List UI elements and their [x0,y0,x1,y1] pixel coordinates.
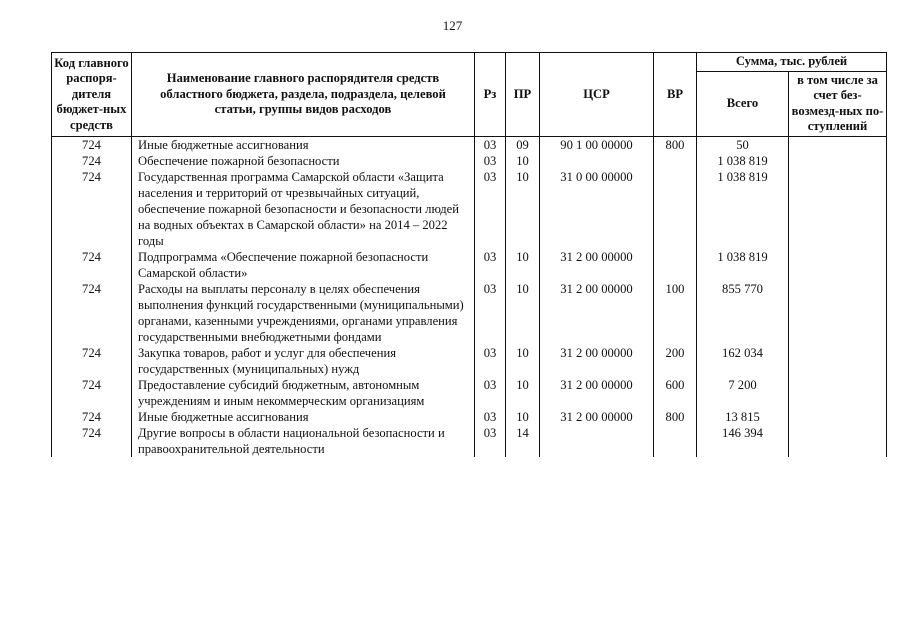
cell-vr [654,249,697,281]
table-row [52,377,887,409]
cell-rz: 03 [475,377,506,409]
cell-pr: 10 [506,169,540,249]
cell-total: 855 770 [697,281,789,345]
cell-free [789,409,887,425]
table-row [52,281,887,345]
cell-rz: 03 [475,409,506,425]
cell-pr: 10 [506,377,540,409]
cell-total: 1 038 819 [697,169,789,249]
cell-name: Предоставление субсидий бюджетным, автономным учреждениям и иным некоммерческим организациям [132,377,475,409]
cell-name: Подпрограмма «Обеспечение пожарной безопасности Самарской области» [132,249,475,281]
cell-vr [654,425,697,457]
cell-free [789,169,887,249]
cell-csr: 31 2 00 00000 [540,345,654,377]
cell-free [789,345,887,377]
cell-free [789,249,887,281]
budget-table [51,52,887,457]
table-row [52,153,887,169]
cell-rz: 03 [475,425,506,457]
cell-pr: 10 [506,345,540,377]
header-kod: Код главного распоря-дителя бюджет-ных средств [52,53,132,137]
cell-name: Другие вопросы в области национальной безопасности и правоохранительной деятельности [132,425,475,457]
header-vr: ВР [654,53,697,137]
cell-pr: 14 [506,425,540,457]
cell-rz: 03 [475,249,506,281]
cell-total: 162 034 [697,345,789,377]
cell-csr: 31 2 00 00000 [540,409,654,425]
table-row [52,345,887,377]
cell-csr [540,425,654,457]
cell-kod: 724 [52,249,132,281]
cell-total: 146 394 [697,425,789,457]
cell-rz: 03 [475,281,506,345]
header-sum: Сумма, тыс. рублей [697,53,887,72]
cell-kod: 724 [52,377,132,409]
header-csr: ЦСР [540,53,654,137]
cell-total: 1 038 819 [697,249,789,281]
cell-kod: 724 [52,425,132,457]
cell-vr [654,169,697,249]
cell-pr: 10 [506,249,540,281]
cell-kod: 724 [52,345,132,377]
cell-kod: 724 [52,136,132,153]
table-row [52,136,887,153]
table-row [52,249,887,281]
cell-csr [540,153,654,169]
cell-csr: 31 2 00 00000 [540,281,654,345]
cell-total: 1 038 819 [697,153,789,169]
cell-pr: 10 [506,281,540,345]
cell-name: Иные бюджетные ассигнования [132,409,475,425]
cell-total: 7 200 [697,377,789,409]
header-free: в том числе за счет без-возмезд-ных по-ступлений [789,71,887,136]
cell-vr: 200 [654,345,697,377]
cell-total: 13 815 [697,409,789,425]
cell-total: 50 [697,136,789,153]
cell-free [789,377,887,409]
cell-kod: 724 [52,153,132,169]
cell-vr: 100 [654,281,697,345]
cell-vr [654,153,697,169]
cell-pr: 09 [506,136,540,153]
cell-free [789,281,887,345]
cell-kod: 724 [52,409,132,425]
header-total: Всего [697,71,789,136]
cell-kod: 724 [52,281,132,345]
cell-csr: 90 1 00 00000 [540,136,654,153]
cell-name: Иные бюджетные ассигнования [132,136,475,153]
cell-name: Обеспечение пожарной безопасности [132,153,475,169]
cell-csr: 31 0 00 00000 [540,169,654,249]
cell-rz: 03 [475,136,506,153]
table-body [52,136,887,457]
table-row [52,409,887,425]
cell-pr: 10 [506,409,540,425]
cell-pr: 10 [506,153,540,169]
cell-name: Расходы на выплаты персоналу в целях обеспечения выполнения функций государственными (муниципальными) органами, казенными учреждениями, органами управления государственными внебюджетными фондами [132,281,475,345]
cell-free [789,153,887,169]
table-header [52,53,887,137]
cell-vr: 800 [654,136,697,153]
cell-kod: 724 [52,169,132,249]
cell-free [789,425,887,457]
header-rz: Рз [475,53,506,137]
cell-vr: 600 [654,377,697,409]
cell-csr: 31 2 00 00000 [540,377,654,409]
cell-rz: 03 [475,345,506,377]
cell-vr: 800 [654,409,697,425]
page-number: 127 [442,18,463,33]
table-row [52,425,887,457]
cell-name: Государственная программа Самарской области «Защита населения и территорий от чрезвычайных ситуаций, обеспечение пожарной безопасности и безопасности людей на водных объектах в Самарской области» на 2014 – 2022 годы [132,169,475,249]
header-pr: ПР [506,53,540,137]
cell-free [789,136,887,153]
header-name: Наименование главного распорядителя средств областного бюджета, раздела, подраздела, целевой статьи, группы видов расходов [132,53,475,137]
cell-rz: 03 [475,169,506,249]
cell-rz: 03 [475,153,506,169]
cell-name: Закупка товаров, работ и услуг для обеспечения государственных (муниципальных) нужд [132,345,475,377]
table-row [52,169,887,249]
cell-csr: 31 2 00 00000 [540,249,654,281]
